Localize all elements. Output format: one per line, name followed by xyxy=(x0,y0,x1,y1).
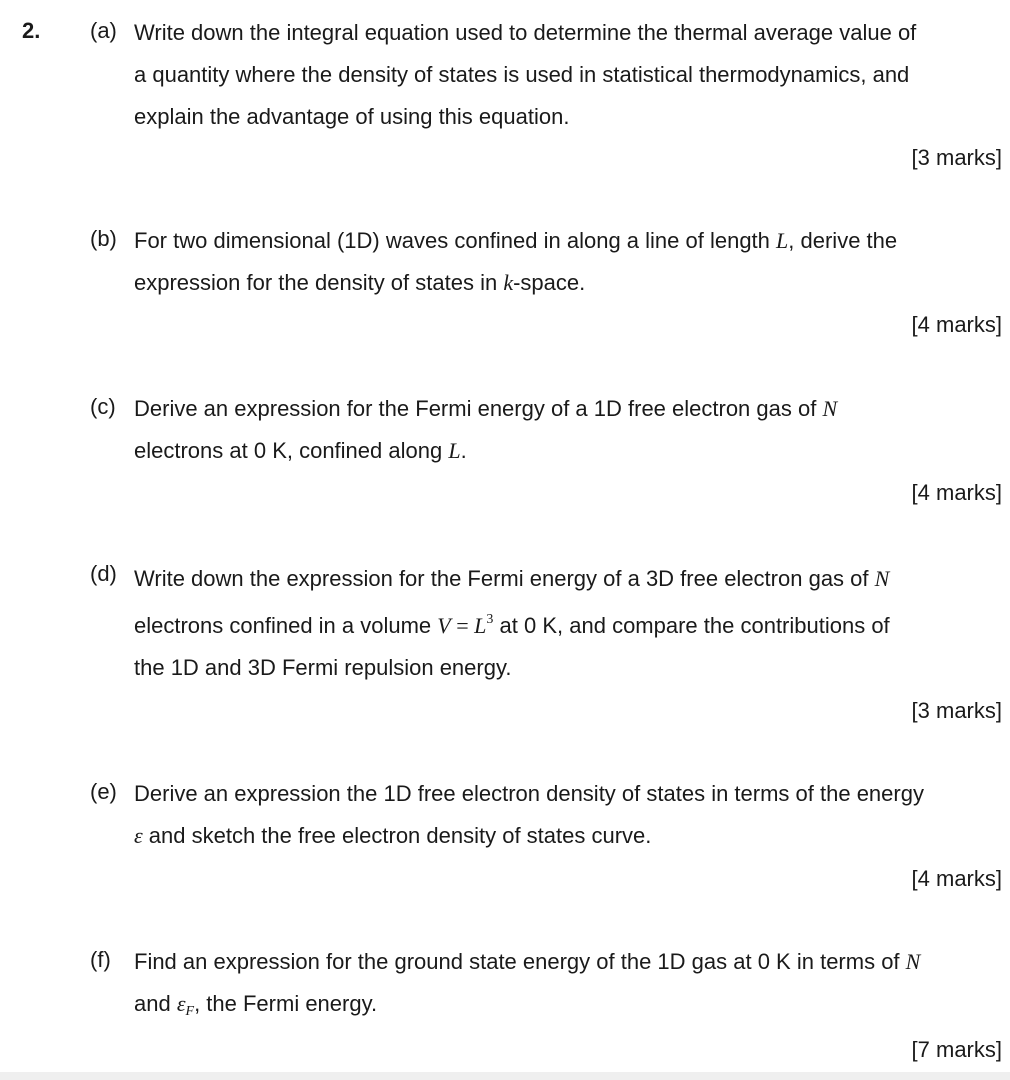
part-label: (a) xyxy=(90,18,117,43)
part-text xyxy=(134,18,1002,144)
part-text xyxy=(134,779,1002,863)
text-line: Write down the integral equation used to determine the thermal average value of xyxy=(134,20,917,45)
text-line xyxy=(134,226,1002,268)
page-edge-shade xyxy=(0,1072,1010,1080)
text-segment: , the Fermi energy. xyxy=(194,991,378,1016)
part-text xyxy=(134,561,1002,695)
part-a xyxy=(90,18,1002,144)
text-line: a quantity where the density of states is used in statistical thermodynamics, and xyxy=(134,62,910,87)
variable-epsilon: ε xyxy=(134,823,143,848)
exponent: 3 xyxy=(486,612,494,627)
text-line xyxy=(134,989,1002,1031)
marks-a: [3 marks] xyxy=(911,145,1002,170)
part-e xyxy=(90,779,1002,863)
variable-L: L xyxy=(474,613,487,638)
part-label: (b) xyxy=(90,226,117,251)
text-segment: electrons at 0 K, confined along xyxy=(134,438,443,463)
question-number: 2. xyxy=(22,18,41,43)
variable-N: N xyxy=(822,396,838,421)
text-line xyxy=(134,268,1002,310)
text-segment: and xyxy=(134,991,171,1016)
text-line: explain the advantage of using this equation. xyxy=(134,104,570,129)
text-line xyxy=(134,561,1002,611)
variable-L: L xyxy=(776,228,789,253)
text-segment: Find an expression for the ground state energy of the 1D gas at 0 K in terms of xyxy=(134,949,900,974)
variable-N: N xyxy=(874,566,890,591)
part-b xyxy=(90,226,1002,310)
text-segment: at 0 K, and compare the contributions of xyxy=(499,613,890,638)
part-c xyxy=(90,394,1002,478)
text-segment: expression for the density of states in xyxy=(134,270,504,295)
text-segment: Write down the expression for the Fermi energy of a 3D free electron gas of xyxy=(134,566,869,591)
marks-d: [3 marks] xyxy=(911,698,1002,723)
marks-f: [7 marks] xyxy=(911,1037,1002,1062)
part-text xyxy=(134,947,1002,1031)
text-segment: , derive the xyxy=(788,228,898,253)
text-segment: For two dimensional (1D) waves confined in along a line of length xyxy=(134,228,770,253)
marks-c: [4 marks] xyxy=(911,480,1002,505)
variable-epsilon: ε xyxy=(176,991,186,1016)
part-label: (f) xyxy=(90,947,111,972)
part-label: (d) xyxy=(90,561,117,586)
text-segment: Derive an expression for the Fermi energy of a 1D free electron gas of xyxy=(134,396,817,421)
marks-e: [4 marks] xyxy=(911,866,1002,891)
variable-N: N xyxy=(905,949,921,974)
text-line xyxy=(134,394,1002,436)
text-line: Derive an expression the 1D free electron density of states in terms of the energy xyxy=(134,781,924,806)
text-segment: and sketch the free electron density of states curve. xyxy=(148,823,652,848)
equals-sign: = xyxy=(450,613,475,638)
text-segment: . xyxy=(460,438,467,463)
text-segment: electrons confined in a volume xyxy=(134,613,432,638)
part-label: (c) xyxy=(90,394,116,419)
marks-b: [4 marks] xyxy=(911,312,1002,337)
text-line xyxy=(134,947,1002,989)
part-f xyxy=(90,947,1002,1031)
part-label: (e) xyxy=(90,779,117,804)
part-text xyxy=(134,394,1002,478)
subscript-F: F xyxy=(185,1004,195,1019)
text-line: the 1D and 3D Fermi repulsion energy. xyxy=(134,655,512,680)
text-segment: -space. xyxy=(513,270,586,295)
part-d xyxy=(90,561,1002,695)
text-line xyxy=(134,821,1002,863)
part-text xyxy=(134,226,1002,310)
text-line xyxy=(134,436,1002,478)
text-line xyxy=(134,611,1002,653)
variable-k: k xyxy=(503,270,514,295)
variable-L: L xyxy=(448,438,461,463)
variable-V: V xyxy=(437,613,451,638)
